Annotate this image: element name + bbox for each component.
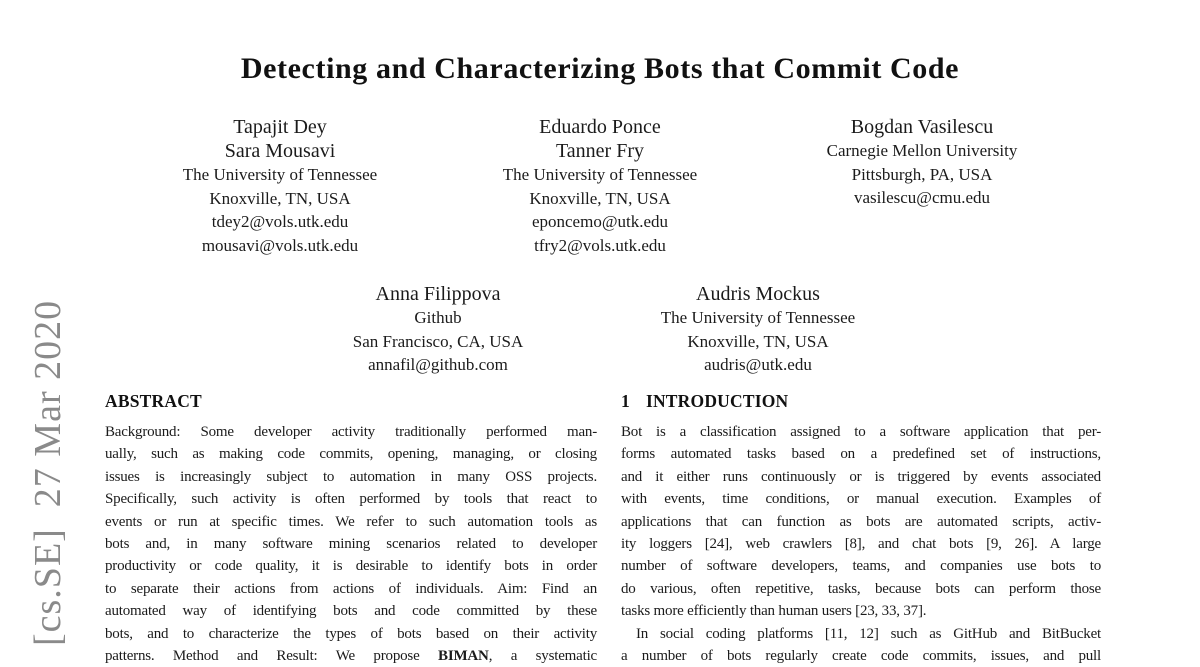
- author-affil-line: Github: [414, 308, 462, 327]
- author-block: [752, 115, 1092, 210]
- introduction-heading: [621, 391, 1101, 412]
- paper-title: Detecting and Characterizing Bots that Commit Code: [240, 52, 960, 85]
- author-affil-line: mousavi@vols.utk.edu: [201, 235, 359, 255]
- text-line: Specifically, such activity is often performed by tools that react to: [105, 491, 597, 508]
- text-line: forms automated tasks based on a predefined set of instructions,: [621, 446, 1101, 463]
- text-line: number of software developers, teams, and companies use bots to: [621, 558, 1101, 575]
- text-line: a number of bots regularly create code commits, issues, and pull: [621, 648, 1101, 665]
- section-title: INTRODUCTION: [645, 391, 789, 411]
- text-line: productivity or code quality, it is desirable to identify bots in order: [105, 558, 597, 575]
- author-affil-line: Knoxville, TN, USA: [529, 188, 671, 208]
- author-affil-line: San Francisco, CA, USA: [352, 331, 524, 351]
- author-affil-line: eponcemo@utk.edu: [531, 212, 669, 231]
- abstract-body: [105, 421, 597, 667]
- author-affil-line: vasilescu@cmu.edu: [853, 188, 991, 207]
- text-line: and it either runs continuously or is triggered by events associated: [621, 468, 1101, 485]
- section-number: 1: [621, 391, 630, 411]
- author-name: Anna Filippova: [375, 283, 501, 305]
- author-affil-line: audris@utk.edu: [704, 355, 812, 374]
- text-line: bots, and to characterize the types of bots based on their activity: [105, 625, 597, 642]
- text-line: patterns. Method and Result: We propose BIMAN, a systematic: [105, 648, 597, 665]
- author-name: Audris Mockus: [696, 283, 820, 305]
- text-line: tasks more efficiently than human users [23, 33, 37].: [621, 603, 927, 620]
- text-line: ity loggers [24], web crawlers [8], and chat bots [9, 26]. A large: [621, 536, 1101, 553]
- abstract-heading: ABSTRACT: [105, 391, 202, 411]
- author-name: Eduardo Ponce: [539, 116, 661, 138]
- author-affil-line: annafil@github.com: [368, 355, 508, 374]
- author-affil-line: The University of Tennessee: [182, 165, 378, 184]
- author-block: [430, 115, 770, 257]
- author-block: [268, 282, 608, 377]
- author-name: Tanner Fry: [555, 140, 645, 162]
- text-line: to separate their actions from actions of individuals. Aim: Find an: [105, 580, 597, 597]
- author-affil-line: The University of Tennessee: [502, 165, 698, 184]
- text-line: do various, often repetitive, tasks, because bots can perform those: [621, 580, 1101, 597]
- abstract-section: [105, 391, 597, 667]
- introduction-section: [621, 391, 1101, 667]
- author-affil-line: tdey2@vols.utk.edu: [211, 212, 349, 231]
- author-affil-line: Carnegie Mellon University: [826, 141, 1018, 160]
- author-affil-line: tfry2@vols.utk.edu: [534, 235, 666, 255]
- text-line: Background: Some developer activity traditionally performed man-: [105, 424, 597, 440]
- author-affil-line: Knoxville, TN, USA: [209, 188, 351, 208]
- arxiv-stamp: [cs.SE] 27 Mar 2020: [27, 299, 69, 646]
- author-name: Sara Mousavi: [224, 140, 336, 162]
- text-line: bots and, in many software mining scenarios related to developer: [105, 536, 597, 553]
- author-affil-line: Knoxville, TN, USA: [687, 331, 829, 351]
- author-name: Bogdan Vasilescu: [850, 116, 994, 138]
- text-line: events or run at specific times. We refer to such automation tools as: [105, 513, 597, 530]
- text-line: with events, time conditions, or manual execution. Examples of: [621, 491, 1101, 508]
- author-affil-line: Pittsburgh, PA, USA: [851, 164, 993, 184]
- author-name: Tapajit Dey: [233, 116, 327, 138]
- text-line: automated way of identifying bots and code committed by these: [105, 603, 597, 620]
- author-block: [588, 282, 928, 377]
- text-line: ually, such as making code commits, opening, managing, or closing: [105, 446, 597, 463]
- introduction-body: [621, 421, 1101, 667]
- text-line: applications that can function as bots are automated scripts, activ-: [621, 513, 1101, 530]
- text-line: In social coding platforms [11, 12] such as GitHub and BitBucket: [636, 625, 1101, 642]
- text-line: Bot is a classification assigned to a software application that per-: [621, 424, 1101, 440]
- text-line: issues is increasingly subject to automation in many OSS projects.: [105, 468, 597, 485]
- author-affil-line: The University of Tennessee: [660, 308, 856, 327]
- author-block: [110, 115, 450, 257]
